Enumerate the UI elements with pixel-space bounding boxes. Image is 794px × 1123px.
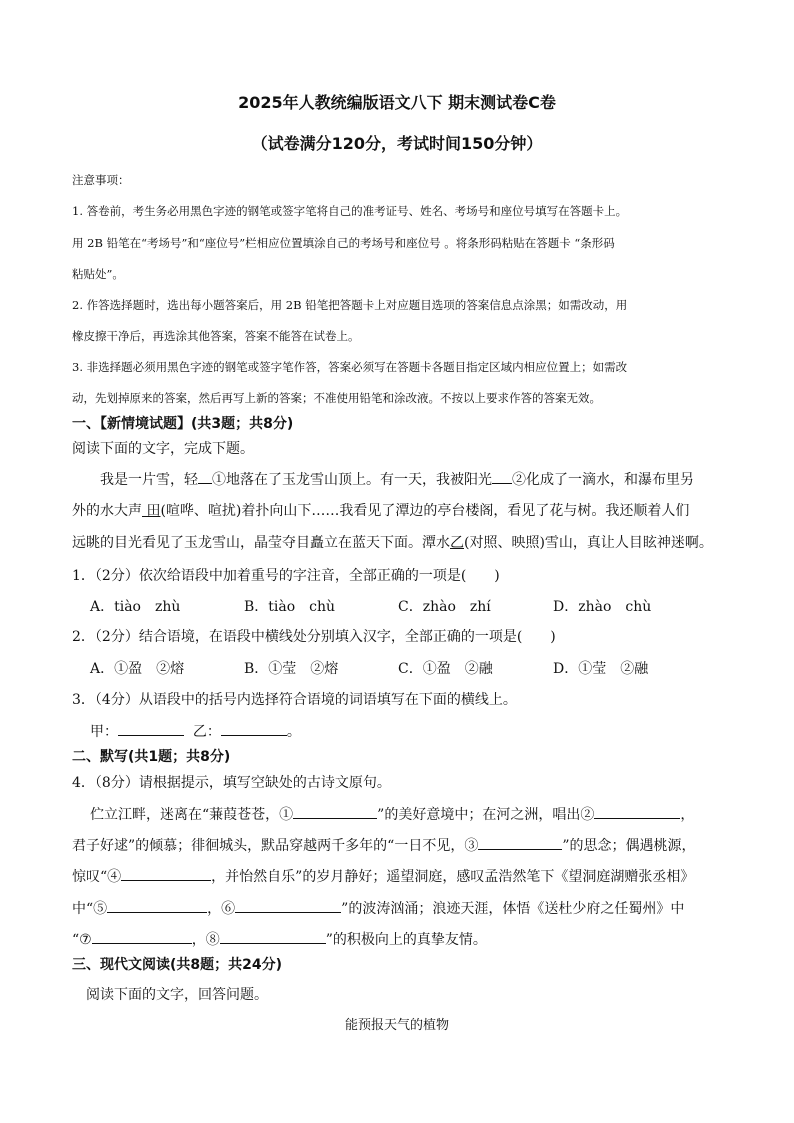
poem-line-3 <box>72 866 694 886</box>
poem-text: ， <box>680 807 695 823</box>
question-1: 1．（2分）依次给语段中加着重号的字注音，全部正确的一项是( ) <box>72 568 500 584</box>
underlined-jia: 田 <box>142 503 161 519</box>
poem-text: 中“⑤ <box>72 901 108 917</box>
q1-option-a[interactable]: A．tiào zhù <box>90 599 181 615</box>
page-title: 2025年人教统编版语文八下 期末测试卷C卷 <box>238 93 556 112</box>
passage-text: (对照、映照)雪山，真让人目眩神迷啊。 <box>464 535 713 551</box>
blank-2[interactable] <box>594 804 680 819</box>
poem-text: ”的波涛汹涌；浪迹天涯，体悟《送杜少府之任蜀州》中 <box>341 901 685 917</box>
blank-5[interactable] <box>107 898 207 913</box>
note-1c: 粘贴处”。 <box>72 267 124 281</box>
section-3-intro: 阅读下面的文字，回答问题。 <box>86 987 268 1003</box>
blank-1[interactable] <box>293 804 377 819</box>
blank-4[interactable] <box>121 866 211 881</box>
section-2-heading: 二、默写(共1题；共8分) <box>72 749 231 765</box>
poem-text: ，并怡然自乐”的岁月静好；遥望洞庭，感叹孟浩然笔下《望洞庭湖赠张丞相》 <box>211 869 695 885</box>
passage-text: 地落在了玉龙雪山顶上。有一天，我被阳光 <box>226 472 492 488</box>
poem-line-1 <box>90 804 694 824</box>
passage-line-1 <box>100 469 694 489</box>
question-3-answer <box>90 721 301 741</box>
q2-option-b[interactable]: B．①莹 ②熔 <box>244 661 339 677</box>
page-subtitle: （试卷满分120分，考试时间150分钟） <box>251 134 543 153</box>
blank-line <box>198 469 212 484</box>
yi-label: 乙： <box>192 724 221 740</box>
poem-line-2 <box>72 835 696 855</box>
question-1-options <box>0 596 794 616</box>
poem-text: 君子好逑”的倾慕；徘徊城头，默品穿越两千多年的“一日不见，③ <box>72 838 479 854</box>
jia-answer-blank[interactable] <box>118 721 184 736</box>
poem-text: “⑦ <box>72 932 92 948</box>
poem-line-4 <box>72 898 684 918</box>
note-2b: 橡皮擦干净后，再选涂其他答案，答案不能答在试卷上。 <box>72 329 360 343</box>
blank-3[interactable] <box>478 835 562 850</box>
blank-line <box>492 469 512 484</box>
note-2a: 2. 作答选择题时，选出每小题答案后，用 2B 铅笔把答题卡上对应题目选项的答案信息点涂黑；如需改动，用 <box>72 298 628 312</box>
q1-option-b[interactable]: B．tiào chù <box>244 599 336 615</box>
yi-answer-blank[interactable] <box>221 721 287 736</box>
section-1-heading: 一、【新情境试题】(共3题；共8分) <box>72 416 294 432</box>
passage-text: 外的水大声 <box>72 503 142 519</box>
poem-text: ，⑧ <box>191 932 220 948</box>
notes-heading: 注意事项： <box>72 173 130 187</box>
passage-text: 化成了一滴水，和瀑布里另 <box>526 472 694 488</box>
period: 。 <box>286 724 301 740</box>
question-3: 3．（4分）从语段中的括号内选择符合语境的词语填写在下面的横线上。 <box>72 692 517 708</box>
passage-text: 我是一片雪，轻 <box>100 472 198 488</box>
underlined-yi: 乙 <box>450 535 464 551</box>
passage-text: (喧哗、喧扰)着扑向山下……我看见了潭边的亭台楼阁，看见了花与树。我还顺着人们 <box>160 503 690 519</box>
article-title: 能预报天气的植物 <box>344 1018 449 1033</box>
note-1a: 1. 答卷前，考生务必用黑色字迹的钢笔或签字笔将自己的准考证号、姓名、考场号和座位号填写在答题卡上。 <box>72 204 628 218</box>
poem-text: ”的思念；偶遇桃源， <box>562 838 696 854</box>
passage-line-2 <box>72 500 689 520</box>
blank-marker: ② <box>512 472 526 488</box>
question-4: 4．（8分）请根据提示，填写空缺处的古诗文原句。 <box>72 775 391 791</box>
q2-option-c[interactable]: C．①盈 ②融 <box>398 661 493 677</box>
question-2: 2．（2分）结合语境，在语段中横线处分别填入汉字，全部正确的一项是( ) <box>72 629 556 645</box>
poem-text: ，⑥ <box>207 901 236 917</box>
note-3b: 动，先划掉原来的答案，然后再写上新的答案；不准使用铅笔和涂改液。不按以上要求作答的答案无效。 <box>72 391 601 405</box>
blank-marker: ① <box>212 472 226 488</box>
poem-text: ”的美好意境中；在河之洲，唱出② <box>377 807 595 823</box>
note-1b: 用 2B 铅笔在“考场号”和“座位号”栏相应位置填涂自己的考场号和座位号 。将条形码粘贴在答题卡 “条形码 <box>72 236 615 250</box>
passage-text: 远眺的目光看见了玉龙雪山，晶莹夺目矗立在蓝天下面。潭水 <box>72 535 450 551</box>
q2-option-d[interactable]: D．①莹 ②融 <box>553 661 649 677</box>
q2-option-a[interactable]: A．①盈 ②熔 <box>90 661 185 677</box>
question-2-options <box>0 658 794 678</box>
passage-line-3 <box>72 532 713 552</box>
note-3a: 3. 非选择题必须用黑色字迹的钢笔或签字笔作答，答案必须写在答题卡各题目指定区域内相应位置上；如需改 <box>72 360 628 374</box>
poem-line-5 <box>72 929 487 949</box>
poem-text: 伫立江畔，迷离在“蒹葭苍苍，① <box>90 807 294 823</box>
jia-label: 甲： <box>90 724 118 740</box>
poem-text: ”的积极向上的真挚友情。 <box>325 932 487 948</box>
q1-option-d[interactable]: D．zhào chù <box>553 599 652 615</box>
section-3-heading: 三、现代文阅读(共8题；共24分) <box>72 957 283 973</box>
blank-7[interactable] <box>92 929 192 944</box>
poem-text: 惊叹“④ <box>72 869 122 885</box>
q1-option-c[interactable]: C．zhào zhí <box>398 599 491 615</box>
blank-6[interactable] <box>235 898 341 913</box>
section-1-intro: 阅读下面的文字，完成下题。 <box>72 441 254 457</box>
blank-8[interactable] <box>220 929 326 944</box>
